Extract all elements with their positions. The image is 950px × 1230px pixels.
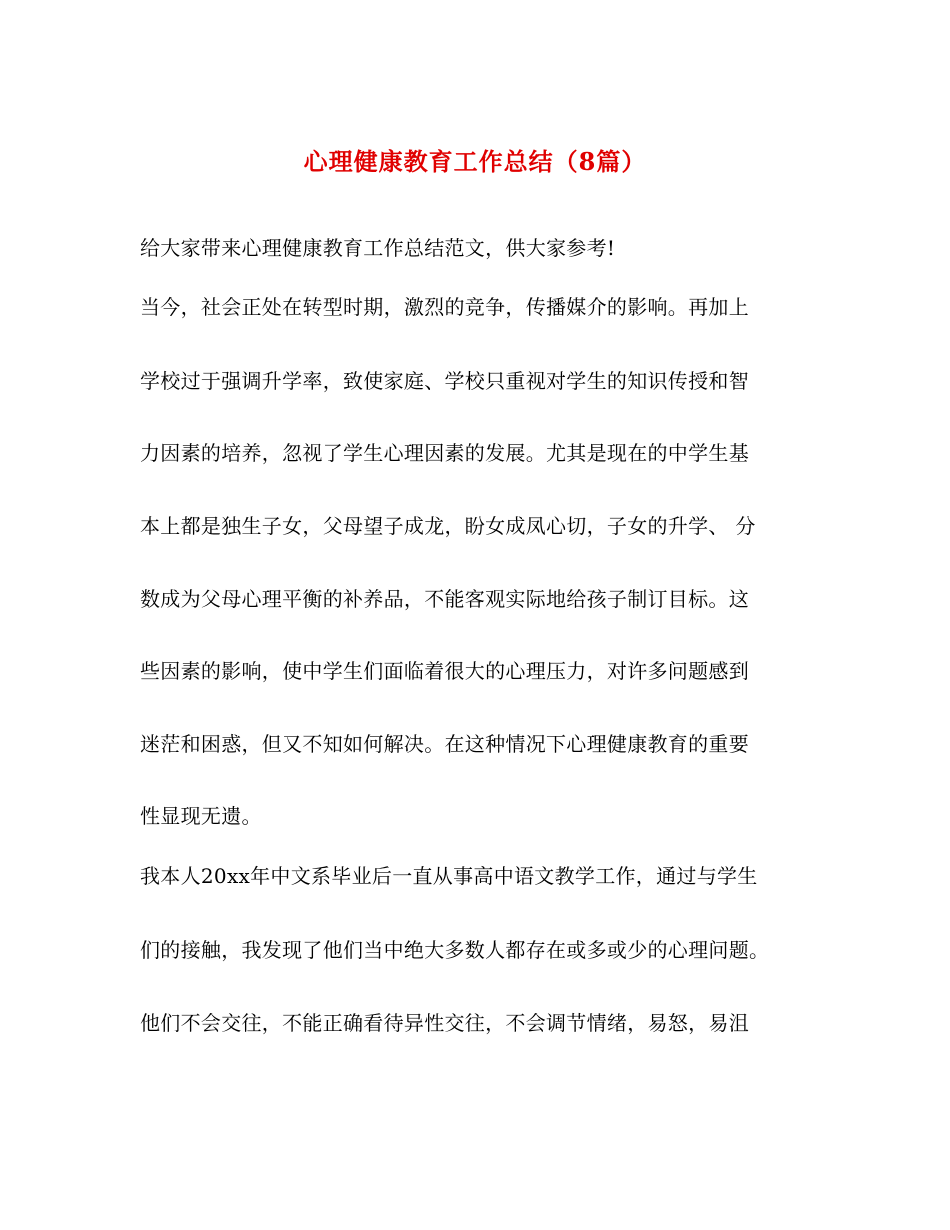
paragraph-1-line-1: 当今，社会正处在转型时期，激烈的竞争，传播媒介的影响。再加上 xyxy=(140,295,749,319)
paragraph-1-line-5: 数成为父母心理平衡的补养品，不能客观实际地给孩子制订目标。这 xyxy=(140,587,749,611)
paragraph-1-line-2: 学校过于强调升学率，致使家庭、学校只重视对学生的知识传授和智 xyxy=(140,369,749,393)
paragraph-1-line-4: 本上都是独生子女，父母望子成龙，盼女成凤心切，子女的升学、 分 xyxy=(140,514,756,538)
intro-line: 给大家带来心理健康教育工作总结范文，供大家参考! xyxy=(140,236,616,260)
document-title: 心理健康教育工作总结（8篇） xyxy=(303,147,647,176)
paragraph-2-line-3: 他们不会交往，不能正确看待异性交往，不会调节情绪，易怒，易沮 xyxy=(140,1011,749,1035)
paragraph-2-line-2: 们的接触，我发现了他们当中绝大多数人都存在或多或少的心理问题。 xyxy=(140,938,770,962)
paragraph-1-line-6: 些因素的影响，使中学生们面临着很大的心理压力，对许多问题感到 xyxy=(140,659,749,683)
paragraph-1-line-8: 性显现无遗。 xyxy=(140,804,262,828)
paragraph-2-line-1: 我本人20xx年中文系毕业后一直从事高中语文教学工作，通过与学生 xyxy=(140,864,758,888)
paragraph-1-line-3: 力因素的培养，忽视了学生心理因素的发展。尤其是现在的中学生基 xyxy=(140,441,749,465)
paragraph-1-line-7: 迷茫和困惑，但又不知如何解决。在这种情况下心理健康教育的重要 xyxy=(140,732,749,756)
